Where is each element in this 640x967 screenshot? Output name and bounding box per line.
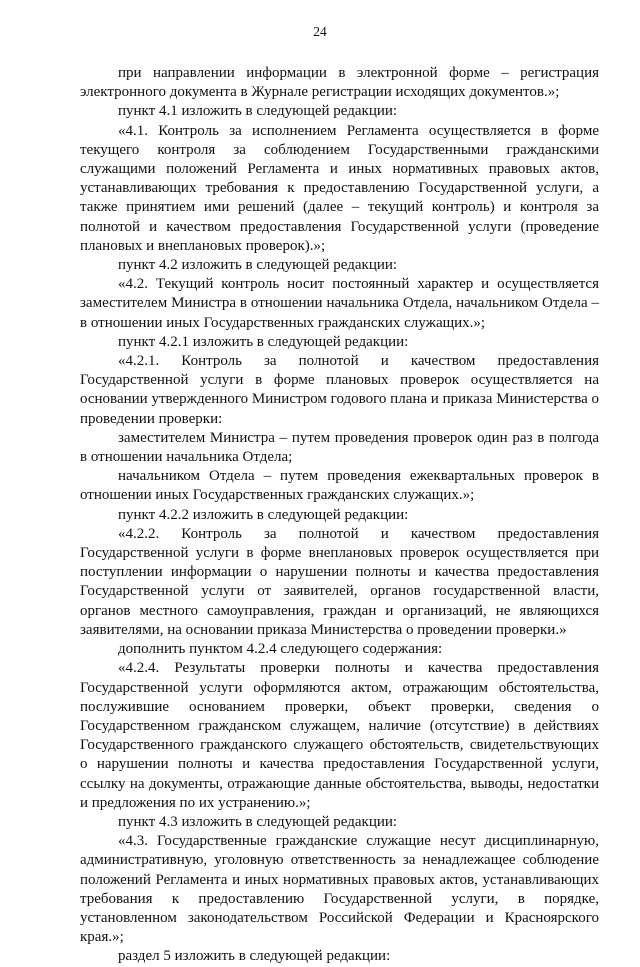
paragraph: дополнить пунктом 4.2.4 следующего содержания:	[118, 641, 443, 658]
paragraph: «4.3. Государственные гражданские служащие несут дисциплинарную, административную, уголовную ответственность за ненадлежащее соблюдение положений Регламента и иных нормативных правовых актов, устанавливающих требования к предоставлению Государственной услуги, в порядке, установленном законодательством Российской Федерации и Красноярского края.»;	[80, 833, 599, 946]
paragraph: раздел 5 изложить в следующей редакции:	[118, 948, 391, 965]
paragraph: начальником Отдела – путем проведения ежеквартальных проверок в отношении иных Государственных гражданских служащих.»;	[80, 468, 599, 504]
paragraph: «4.2.4. Результаты проверки полноты и качества предоставления Государственной услуги оформляются актом, отражающим обстоятельства, послужившие основанием проверки, объект проверки, сведения о Государственном гражданском служащем, наличие (отсутствие) в действиях Государственного гражданского служащего обстоятельств, свидетельствующих о нарушении полноты и качества предоставления Государственной услуги, ссылку на документы, отражающие данные обстоятельства, выводы, недостатки и предложения по их устранению.»;	[80, 660, 599, 811]
paragraph: «4.1. Контроль за исполнением Регламента осуществляется в форме текущего контроля за соблюдением Государственными гражданскими служащими положений Регламента и иных нормативных правовых актов, устанавливающих требования к предоставлению Государственной услуги, а также принятием ими решений (далее – текущий контроль) и контроля за полнотой и качеством предоставления Государственной услуги (проведение плановых и внеплановых проверок).»;	[80, 122, 599, 254]
document-body	[80, 64, 599, 967]
paragraph: пункт 4.2.1 изложить в следующей редакции:	[118, 333, 409, 350]
page-number: 24	[313, 24, 327, 39]
paragraph: заместителем Министра – путем проведения проверок один раз в полгода в отношении начальника Отдела;	[80, 429, 599, 466]
paragraph: «4.2.1. Контроль за полнотой и качеством предоставления Государственной услуги в форме плановых проверок осуществляется на основании утвержденного Министром годового плана и приказа Министерства о проведении проверки:	[80, 353, 599, 427]
paragraph: при направлении информации в электронной форме – регистрация электронного документа в Журнале регистрации исходящих документов.»;	[80, 65, 599, 101]
paragraph: пункт 4.1 изложить в следующей редакции:	[118, 103, 398, 120]
paragraph: пункт 4.3 изложить в следующей редакции:	[118, 813, 398, 830]
paragraph: пункт 4.2.2 изложить в следующей редакции:	[118, 506, 409, 523]
paragraph: пункт 4.2 изложить в следующей редакции:	[118, 257, 398, 274]
paragraph: «4.2.2. Контроль за полнотой и качеством предоставления Государственной услуги в форме внеплановых проверок осуществляется при поступлении информации о нарушении полноты и качества предоставления Государственной услуги от заявителей, органов государственной власти, органов местного самоуправления, граждан и организаций, не являющихся заявителями, на основании приказа Министерства о проведении проверки.»	[80, 525, 599, 638]
paragraph: «4.2. Текущий контроль носит постоянный характер и осуществляется заместителем Министра в отношении начальника Отдела, начальником Отдела – в отношении иных Государственных гражданских служащих.»;	[80, 276, 599, 331]
